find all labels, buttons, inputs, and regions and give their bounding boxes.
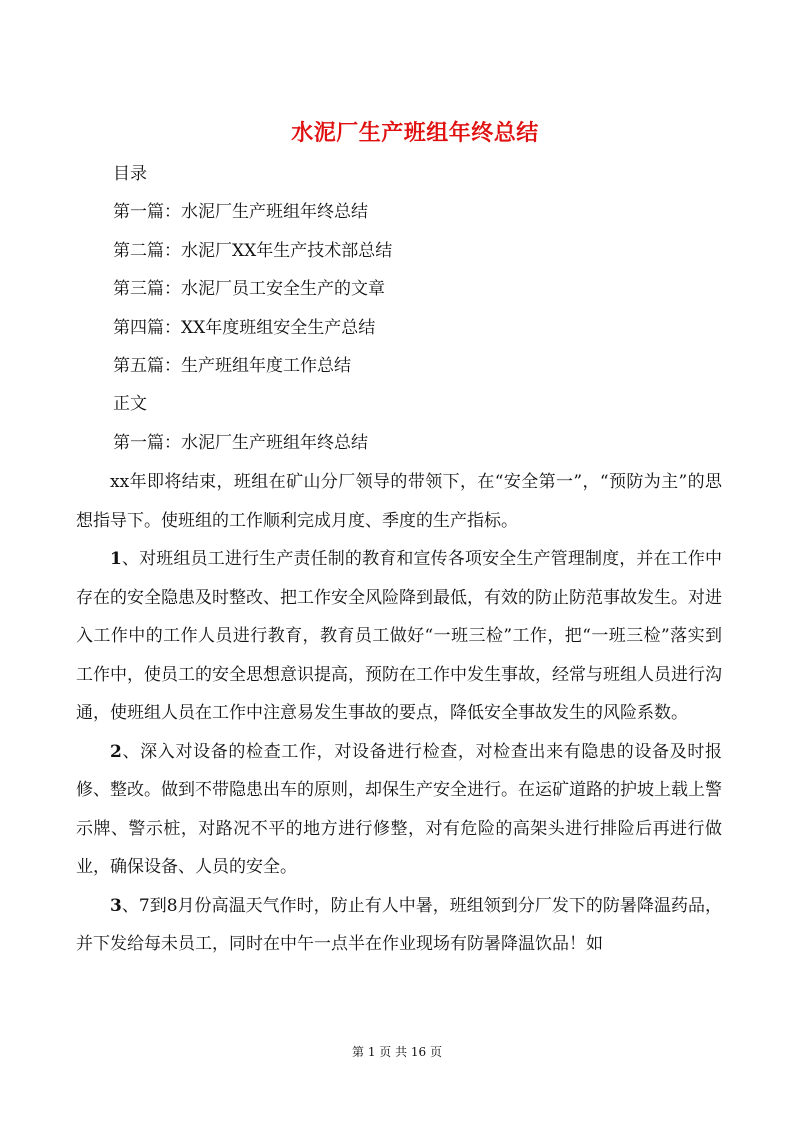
toc-item-1: 第一篇：水泥厂生产班组年终总结 — [113, 202, 368, 223]
paragraph-text: 、7到8月份高温天气作时，防止有人中暑，班组领到分厂发下的防暑降温药品，并下发给每未员工，同时在中午一点半在作业现场有防暑降温饮品！如 — [76, 895, 722, 954]
toc-item-2: 第二篇：水泥厂XX年生产技术部总结 — [113, 240, 393, 261]
page-footer: 第 1 页 共 16 页 — [352, 1045, 442, 1059]
paragraph-item-1 — [76, 540, 722, 733]
item-number: 2 — [110, 741, 122, 762]
document-body — [76, 463, 722, 964]
toc-item-5: 第五篇：生产班组年度工作总结 — [113, 355, 351, 376]
document-title: 水泥厂生产班组年终总结 — [291, 120, 539, 146]
section-heading: 第一篇：水泥厂生产班组年终总结 — [113, 432, 368, 453]
paragraph-text: xx年即将结束，班组在矿山分厂领导的带领下，在“安全第一”，“预防为主”的思想指导下。使班组的工作顺利完成月度、季度的生产指标。 — [76, 472, 722, 531]
body-heading: 正文 — [113, 394, 147, 415]
toc-heading: 目录 — [113, 164, 147, 184]
item-number: 1 — [110, 549, 122, 569]
toc-item-4: 第四篇：XX年度班组安全生产总结 — [113, 317, 376, 338]
item-number: 3 — [110, 895, 122, 916]
paragraph-text: 、深入对设备的检查工作，对设备进行检查，对检查出来有隐患的设备及时报修、整改。做到不带隐患出车的原则，却保生产安全进行。在运矿道路的护坡上载上警示牌、警示桩，对路况不平的地方进行修整，对有危险的高架头进行排险后再进行做业，确保设备、人员的安全。 — [76, 741, 722, 877]
paragraph-item-2 — [76, 733, 722, 887]
toc-item-3: 第三篇：水泥厂员工安全生产的文章 — [113, 279, 385, 300]
table-of-contents — [113, 161, 733, 468]
paragraph-intro — [76, 463, 722, 540]
paragraph-text: 、对班组员工进行生产责任制的教育和宣传各项安全生产管理制度，并在工作中存在的安全隐患及时整改、把工作安全风险降到最低，有效的防止防范事故发生。对进入工作中的工作人员进行教育，教育员工做好“一班三检”工作，把“一班三检”落实到工作中，使员工的安全思想意识提高，预防在工作中发生事故，经常与班组人员进行沟通，使班组人员在工作中注意易发生事故的要点，降低安全事故发生的风险系数。 — [76, 549, 722, 723]
paragraph-item-3 — [76, 887, 722, 964]
